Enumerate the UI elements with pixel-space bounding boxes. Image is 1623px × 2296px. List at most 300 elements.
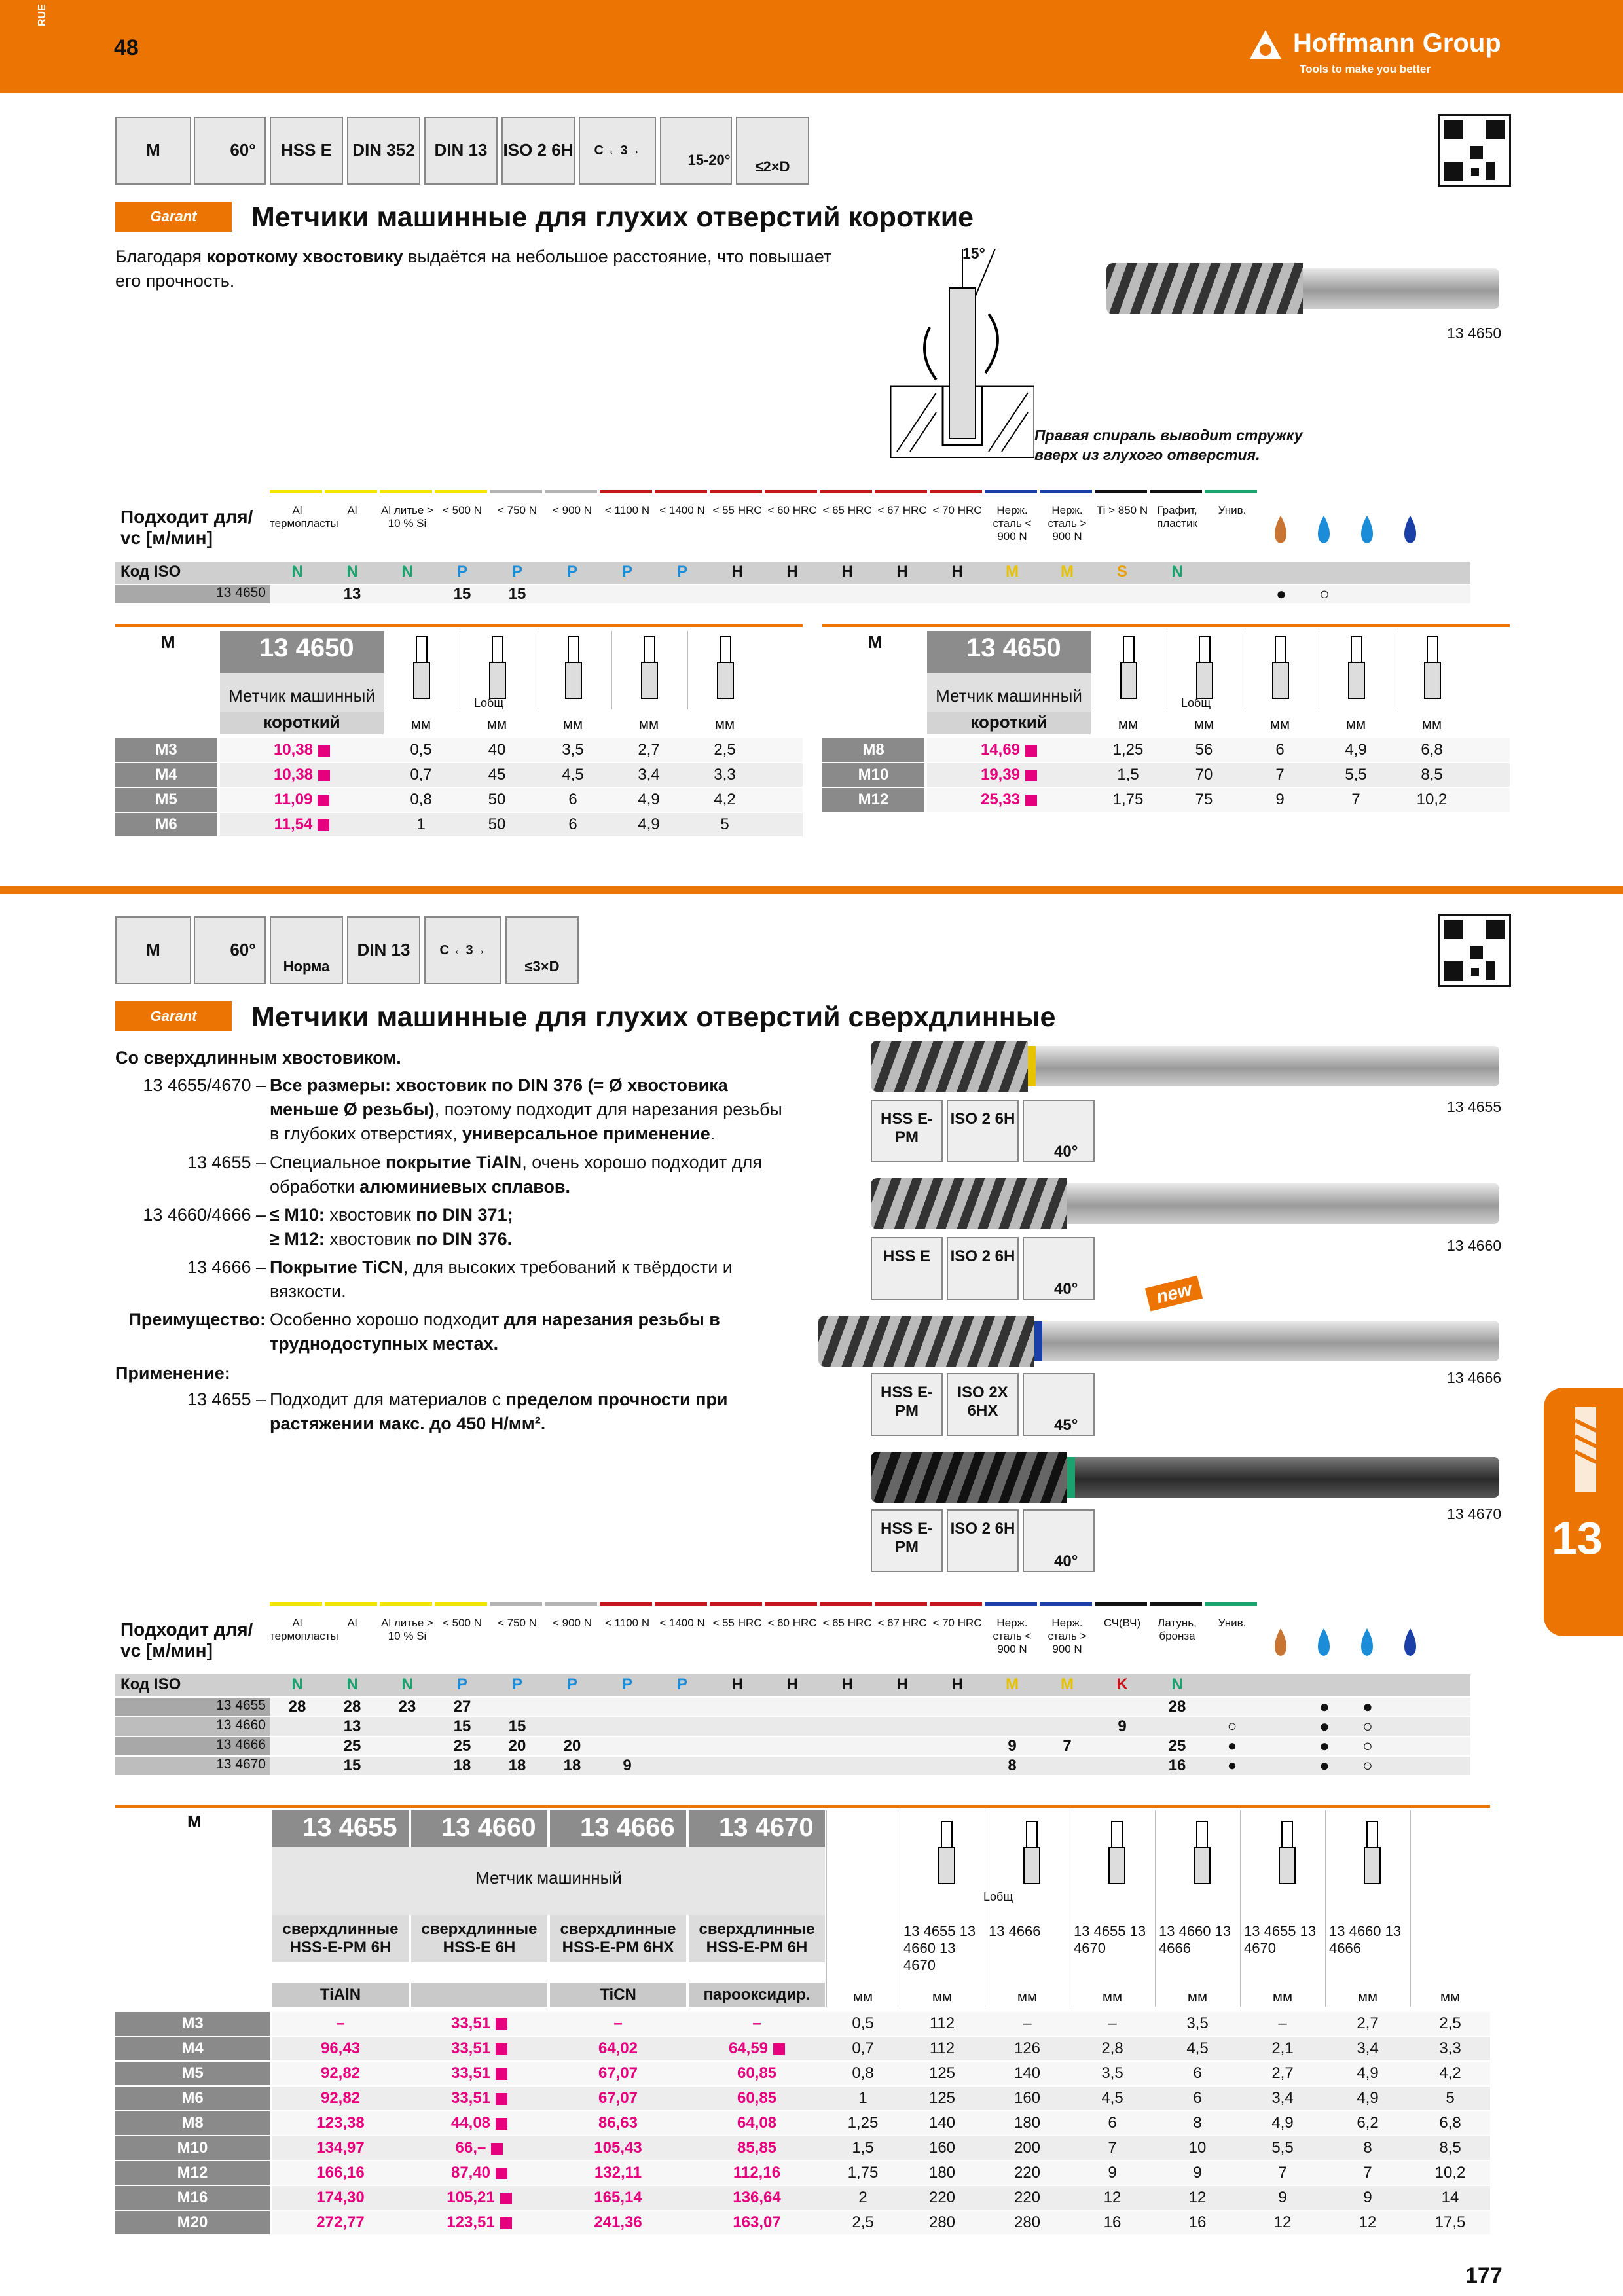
availability-square-icon	[318, 795, 329, 806]
sub: короткий	[220, 712, 384, 734]
material-group-bar	[1040, 490, 1092, 493]
availability-square-icon	[496, 2068, 507, 2080]
coolant-mark: ●	[1319, 1696, 1330, 1716]
price	[550, 2136, 686, 2160]
price-value: 96,43	[320, 2039, 361, 2057]
dimension-diagram-icon	[712, 636, 739, 702]
helix-angle: 40°	[1054, 1143, 1078, 1160]
price-value: 11,54	[274, 816, 313, 833]
price-value: 67,07	[598, 2064, 638, 2082]
material-group-bar	[600, 1602, 652, 1606]
row-code: 13 4650	[216, 585, 266, 600]
size: M16	[115, 2186, 270, 2210]
size: M3	[115, 2012, 270, 2036]
price	[411, 2161, 547, 2185]
coolant-mark: ●	[1319, 1736, 1330, 1755]
iso-code: P	[456, 563, 467, 581]
size: M20	[115, 2211, 270, 2234]
price	[220, 788, 384, 812]
dim-value: 5	[720, 816, 729, 833]
dim-value: 4,9	[638, 816, 660, 833]
dim-value: –	[1108, 2015, 1117, 2032]
availability-square-icon	[318, 819, 329, 831]
material-group-bar	[270, 1602, 322, 1606]
spec-table-right	[822, 624, 1510, 873]
dim-value: 3,5	[1101, 2064, 1123, 2082]
dimension-diagram-icon	[1104, 1818, 1130, 1890]
size: M4	[115, 2037, 270, 2060]
size: M8	[115, 2111, 270, 2135]
dimension-diagram-icon	[1189, 1818, 1215, 1890]
dim-value: 140	[928, 2114, 956, 2132]
desc: Метчик машинный	[220, 673, 384, 719]
helix-angle: 45°	[1054, 1416, 1078, 1434]
sub: короткий	[927, 712, 1091, 734]
din13-icon: DIN 13	[424, 117, 498, 185]
price-value: 165,14	[594, 2189, 642, 2206]
price-value: 60,85	[737, 2089, 777, 2107]
material-column-header: < 1400 N	[659, 1617, 705, 1629]
price	[689, 2136, 825, 2160]
iso-code: N	[346, 563, 358, 581]
dim-value: 4,9	[1345, 741, 1367, 759]
iso-code: P	[566, 1676, 577, 1693]
l-total: Lобщ	[1181, 696, 1211, 709]
price-value: 19,39	[980, 766, 1021, 783]
vc-value: ○	[1227, 1717, 1237, 1735]
size: M12	[822, 788, 924, 812]
price	[550, 2037, 686, 2060]
material-column-header: < 70 HRC	[932, 1617, 982, 1629]
unit: мм	[1118, 716, 1139, 732]
vc-value: 13	[343, 585, 361, 603]
row-code: 13 4670	[216, 1757, 266, 1772]
iso-code: H	[731, 1676, 743, 1693]
dim-value: 6,8	[1439, 2114, 1461, 2132]
price	[689, 2062, 825, 2085]
dim-value: 16	[1103, 2214, 1122, 2231]
dim-col	[1410, 1810, 1491, 2007]
size-letter: M	[187, 1812, 202, 1831]
vc-value: 25	[343, 1737, 361, 1755]
dim-value: 1,25	[1112, 741, 1144, 759]
material-column-header: < 67 HRC	[877, 1617, 927, 1629]
price-value: 241,36	[594, 2214, 642, 2231]
row-code: 13 4660	[216, 1717, 266, 1732]
price	[550, 2087, 686, 2110]
price	[272, 2012, 409, 2036]
dim-value: 3,4	[638, 766, 660, 783]
material-group-bar	[1040, 1602, 1092, 1606]
dim-value: 160	[1013, 2089, 1041, 2107]
price-value: 86,63	[598, 2114, 638, 2132]
size: M6	[115, 813, 217, 836]
dim-value: 4,9	[1357, 2089, 1379, 2107]
item-text: ≤ M10: хвостовик по DIN 371; ≥ M12: хвостовик по DIN 376.	[270, 1205, 513, 1249]
price-value: 44,08	[450, 2114, 491, 2132]
chamfer-icon: C ←3→	[579, 117, 656, 185]
price-value: 33,51	[450, 2039, 491, 2057]
iso-code: P	[511, 1676, 522, 1693]
availability-square-icon	[1025, 745, 1037, 757]
dim-value: 3,5	[562, 741, 584, 759]
price-value: 134,97	[316, 2139, 365, 2157]
price-value: 132,11	[594, 2164, 642, 2181]
chip-evacuation-diagram	[890, 249, 1034, 458]
price	[411, 2186, 547, 2210]
unit: мм	[1440, 1988, 1461, 2005]
material-column-header: Ti > 850 N	[1096, 504, 1148, 516]
material-column-header: Al термопласты	[270, 1617, 338, 1642]
price-value: 64,02	[598, 2039, 638, 2057]
vc-value: 28	[343, 1698, 361, 1715]
tap-chapter-icon	[1566, 1407, 1605, 1492]
unit: мм	[1357, 1988, 1378, 2005]
dim-value: 3,4	[1271, 2089, 1294, 2107]
chapter-number: 13	[1552, 1513, 1603, 1564]
tool-tolerance: ISO 2 6H	[947, 1100, 1019, 1162]
size: M5	[115, 788, 217, 812]
iso-code: H	[951, 1676, 963, 1693]
dim-value: 280	[928, 2214, 956, 2231]
dimension-diagram-icon	[1192, 636, 1218, 702]
price	[411, 2012, 547, 2036]
coolant-mark: ●	[1276, 584, 1286, 603]
vc-value: 7	[1063, 1737, 1072, 1755]
availability-square-icon	[500, 2217, 512, 2229]
iso-code: P	[566, 563, 577, 581]
iso-code: N	[1171, 1676, 1183, 1693]
material-column-header: Латунь, бронза	[1158, 1617, 1197, 1642]
vc-value: 15	[508, 585, 526, 603]
availability-square-icon	[1025, 770, 1037, 781]
price	[927, 738, 1091, 762]
dim-value: 9	[1108, 2164, 1117, 2181]
price	[550, 2186, 686, 2210]
dimension-diagram-icon	[560, 636, 587, 702]
availability-square-icon	[496, 2043, 507, 2055]
material-group-bar	[1095, 1602, 1147, 1606]
dim-value: 6	[568, 791, 577, 808]
unit: мм	[486, 716, 507, 732]
row-code: 13 4655	[216, 1698, 266, 1713]
dim-value: 126	[1013, 2039, 1041, 2057]
material-hsse-icon: HSS E	[270, 117, 343, 185]
item-code: 13 4655/4670 –	[143, 1075, 266, 1095]
section-divider	[0, 886, 1623, 894]
dim-value: 6	[568, 816, 577, 833]
dim-value: 1,75	[1112, 791, 1144, 808]
iso-code: M	[1061, 1676, 1074, 1693]
price-value: –	[752, 2015, 761, 2032]
dim-value: 0,7	[852, 2039, 874, 2057]
tool-material: HSS E-PM	[871, 1100, 943, 1162]
dimension-diagram-icon	[1116, 636, 1142, 702]
dim-value: 45	[488, 766, 506, 783]
availability-square-icon	[496, 2018, 507, 2030]
iso-code: H	[731, 563, 743, 581]
price-value: 33,51	[450, 2015, 491, 2032]
mist-coolant-icon	[1354, 513, 1380, 546]
coolant-mark: ●	[1319, 1755, 1330, 1775]
price-value: 92,82	[320, 2064, 361, 2082]
helix-angle-icon: 15-20°	[660, 117, 732, 185]
size: M10	[822, 763, 924, 787]
dim-value: 2,7	[1271, 2064, 1294, 2082]
price-value: 66,–	[455, 2139, 486, 2157]
price-value: 85,85	[737, 2139, 777, 2157]
price	[272, 2161, 409, 2185]
dim-value: 1	[416, 816, 426, 833]
qr-code-icon[interactable]	[1438, 914, 1511, 987]
material-group-bar	[820, 490, 872, 493]
price	[272, 2186, 409, 2210]
tool-image-134660	[871, 1183, 1499, 1224]
dry-machining-icon	[1397, 513, 1423, 546]
price	[689, 2087, 825, 2110]
thread-angle-icon: 60°	[194, 117, 266, 185]
availability-square-icon	[318, 745, 330, 757]
price-value: 105,43	[594, 2139, 642, 2157]
material-group-bar	[655, 1602, 707, 1606]
tolerance-icon: ISO 2 6H	[501, 117, 575, 185]
dimension-diagram-icon	[1343, 636, 1370, 702]
dim-value: 220	[1013, 2164, 1041, 2181]
material-group-bar	[1205, 490, 1257, 493]
material-group-bar	[435, 1602, 487, 1606]
material-group-bar	[820, 1602, 872, 1606]
material-column-header: СЧ(ВЧ)	[1103, 1617, 1141, 1629]
material-column-header: < 500 N	[442, 504, 482, 516]
dim-value: 2,7	[1357, 2015, 1379, 2032]
dim-value: 220	[928, 2189, 956, 2206]
dim-value: 112	[929, 2039, 955, 2057]
vc-value: 9	[1118, 1717, 1127, 1735]
mist-coolant-icon	[1354, 1626, 1380, 1659]
material-group-bar	[930, 490, 982, 493]
price-value: 25,33	[980, 791, 1021, 808]
price	[927, 788, 1091, 812]
applies-to-codes: 13 4660 13 4666	[1329, 1923, 1402, 1956]
price-value: 14,69	[980, 741, 1021, 759]
price-value: 11,09	[274, 791, 313, 808]
iso-code: H	[841, 1676, 853, 1693]
chamfer-form-icon: Норма	[270, 916, 343, 984]
blind-hole-depth-icon: ≤2×D	[736, 117, 809, 185]
material-group-bar	[1205, 1602, 1257, 1606]
iso-code: H	[951, 563, 963, 581]
tap-type: сверхдлинные HSS-E-PM 6HX	[550, 1915, 686, 1962]
item-code: 13 4655 –	[187, 1153, 266, 1172]
price	[411, 2037, 547, 2060]
dim-value: 8,5	[1439, 2139, 1461, 2157]
material-group-bar	[380, 490, 432, 493]
price-value: 105,21	[447, 2189, 495, 2206]
material-column-header: Al	[347, 504, 357, 516]
section1-title: Метчики машинные для глухих отверстий короткие	[251, 202, 974, 233]
applies-to-codes: 13 4655 13 4670	[1074, 1923, 1146, 1956]
tool-code-label: 13 4655	[1447, 1098, 1502, 1115]
price-value: 10,38	[273, 741, 314, 759]
garant-badge: Garant	[115, 202, 232, 232]
vc-value: ●	[1227, 1757, 1237, 1774]
tool-image-134655	[871, 1046, 1499, 1086]
material-column-header: Нерж. сталь > 900 N	[1048, 504, 1087, 543]
dim-value: 125	[928, 2064, 956, 2082]
vc-value: 8	[1008, 1757, 1017, 1774]
unit: мм	[1187, 1988, 1208, 2005]
iso-code: M	[1006, 1676, 1019, 1693]
table-rule	[115, 624, 803, 627]
unit: мм	[1102, 1988, 1123, 2005]
dim-value: 4,5	[1101, 2089, 1123, 2107]
unit: мм	[932, 1988, 953, 2005]
item-code: 13 4660/4666 –	[143, 1205, 266, 1225]
section2-title: Метчики машинные для глухих отверстий сверхдлинные	[251, 1001, 1056, 1033]
tool-tolerance: ISO 2 6H	[947, 1509, 1019, 1572]
dry-machining-icon	[1397, 1626, 1423, 1659]
dim-value: 125	[928, 2089, 956, 2107]
availability-square-icon	[496, 2168, 507, 2179]
product-code: 13 4670	[719, 1813, 814, 1842]
vc-value: 18	[453, 1757, 471, 1774]
material-group-bar	[930, 1602, 982, 1606]
blind-hole-depth-icon: ≤3×D	[505, 916, 579, 984]
l-total: Lобщ	[983, 1890, 1013, 1903]
dim-value: 2,8	[1101, 2039, 1123, 2057]
size: M8	[822, 738, 924, 762]
price-value: 64,59	[728, 2039, 769, 2057]
tap-type: сверхдлинные HSS-E-PM 6H	[689, 1915, 825, 1962]
qr-code-icon[interactable]	[1438, 114, 1511, 187]
dim-value: 6,2	[1357, 2114, 1379, 2132]
vc-value: 25	[1168, 1737, 1186, 1755]
dimension-diagram-icon	[1274, 1818, 1300, 1890]
price	[689, 2186, 825, 2210]
catalog-page-number: 48	[114, 35, 139, 60]
dim-value: 1,5	[1117, 766, 1139, 783]
l-total: Lобщ	[474, 696, 504, 709]
din13-icon: DIN 13	[347, 916, 420, 984]
dim-value: 12	[1188, 2189, 1207, 2206]
material-column-header: < 900 N	[552, 504, 592, 516]
dim-value: 8	[1193, 2114, 1202, 2132]
dimension-diagram-icon	[1419, 636, 1446, 702]
dim-value: 6	[1108, 2114, 1117, 2132]
material-column-header: < 750 N	[497, 504, 537, 516]
dimension-diagram-icon	[1019, 1818, 1045, 1890]
dim-value: 140	[1013, 2064, 1041, 2082]
dim-value: 7	[1108, 2139, 1117, 2157]
dim-value: 9	[1363, 2189, 1372, 2206]
coolant-mark: ○	[1362, 1755, 1373, 1775]
iso-code: N	[291, 563, 303, 581]
price	[411, 2062, 547, 2085]
iso-code: H	[841, 563, 853, 581]
tool-material: HSS E	[871, 1237, 943, 1300]
dim-value: 2	[858, 2189, 867, 2206]
iso-code: M	[1006, 563, 1019, 581]
price	[411, 2087, 547, 2110]
price-value: 64,08	[737, 2114, 777, 2132]
vc-value: 28	[1168, 1698, 1186, 1715]
unit: мм	[562, 716, 583, 732]
dim-value: 3,4	[1357, 2039, 1379, 2057]
material-column-header: < 750 N	[497, 1617, 537, 1629]
dim-value: 0,8	[410, 791, 432, 808]
advantage-label: Преимущество:	[128, 1310, 266, 1329]
vc-value: 9	[1008, 1737, 1017, 1755]
coating	[411, 1983, 547, 2007]
dim-value: 10,2	[1416, 791, 1448, 808]
material-column-header: < 65 HRC	[822, 1617, 872, 1629]
price-value: 87,40	[450, 2164, 491, 2181]
product-code: 13 4660	[441, 1813, 536, 1842]
material-column-header: < 65 HRC	[822, 504, 872, 516]
material-column-header: < 70 HRC	[932, 504, 982, 516]
iso-code: K	[1116, 1676, 1128, 1693]
spec-table-left	[115, 624, 803, 873]
applies-to-codes: 13 4655 13 4670	[1244, 1923, 1317, 1956]
price	[550, 2012, 686, 2036]
dim-value: 2,1	[1271, 2039, 1294, 2057]
vc-value: 20	[563, 1737, 581, 1755]
metric-thread-icon: M	[115, 117, 191, 185]
price-value: –	[613, 2015, 623, 2032]
price	[550, 2062, 686, 2085]
price	[272, 2087, 409, 2110]
coating: TiCN	[550, 1983, 686, 2007]
price-value: 60,85	[737, 2064, 777, 2082]
availability-square-icon	[496, 2118, 507, 2130]
dim-value: 9	[1275, 791, 1285, 808]
dim-value: 10,2	[1434, 2164, 1466, 2181]
dim-value: 2,7	[638, 741, 660, 759]
dim-value: 5,5	[1345, 766, 1367, 783]
dim-value: 7	[1278, 2164, 1287, 2181]
dim-value: 4,5	[1186, 2039, 1209, 2057]
price	[689, 2111, 825, 2135]
dim-value: 0,5	[410, 741, 432, 759]
material-column-header: Al термопласты	[270, 504, 338, 529]
row-label: Подходит для/	[120, 1619, 253, 1640]
price	[411, 2136, 547, 2160]
item-text: Специальное покрытие TiAlN, очень хорошо подходит для обработки алюминиевых сплавов.	[270, 1153, 762, 1196]
dim-value: 12	[1359, 2214, 1377, 2231]
tool-tolerance: ISO 2X 6HX	[947, 1373, 1019, 1436]
material-column-header: < 55 HRC	[712, 1617, 762, 1629]
price-value: 33,51	[450, 2064, 491, 2082]
dim-value: 200	[1013, 2139, 1041, 2157]
price	[272, 2111, 409, 2135]
size: M12	[115, 2161, 270, 2185]
vc-value: 13	[343, 1717, 361, 1735]
hoffmann-logo-icon	[1247, 26, 1284, 63]
advantage-text: Особенно хорошо подходит для нарезания резьбы в труднодоступных местах.	[270, 1310, 720, 1354]
dim-value: 112	[929, 2015, 955, 2032]
dim-value: 4,2	[714, 791, 736, 808]
dim-value: 2,5	[852, 2214, 874, 2231]
coolant-mark: ○	[1362, 1716, 1373, 1736]
material-group-bar	[600, 490, 652, 493]
material-column-header: < 60 HRC	[767, 1617, 817, 1629]
tool-material: HSS E-PM	[871, 1373, 943, 1436]
dim-value: 10	[1188, 2139, 1207, 2157]
unit: мм	[410, 716, 431, 732]
item-text: Все размеры: хвостовик по DIN 376 (= Ø хвостовика меньше Ø резьбы), поэтому подходит для нарезания резьбы в глубоких отверстиях, универсальное применение.	[270, 1075, 782, 1143]
iso-code: N	[1171, 563, 1183, 581]
row-label: vc [м/мин]	[120, 1640, 213, 1660]
